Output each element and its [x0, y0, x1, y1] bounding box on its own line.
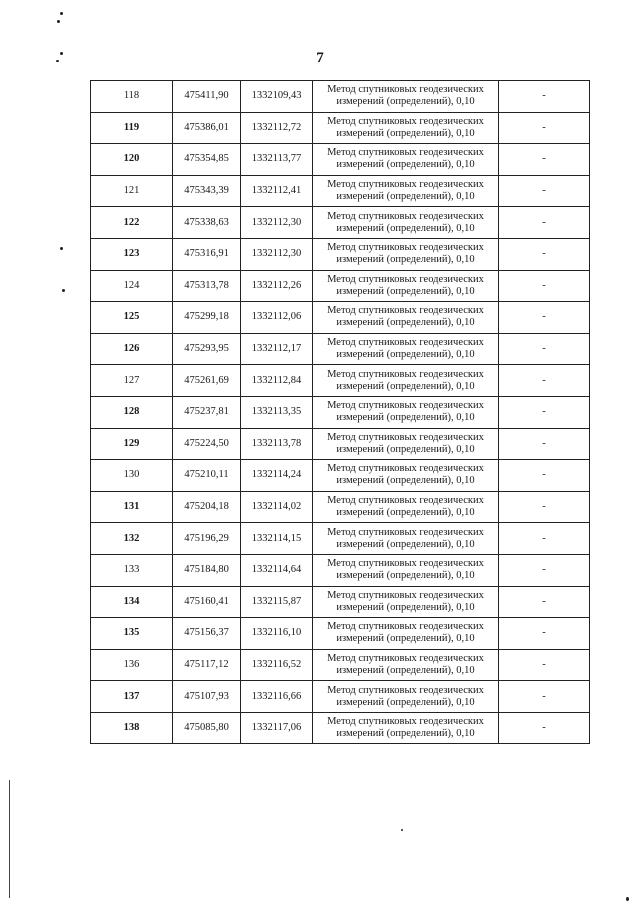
table-row: [91, 396, 590, 428]
y-coordinate-cell: 1332112,17: [241, 333, 313, 365]
method-line-1: Метод спутниковых геодезических: [327, 463, 484, 475]
point-number-cell: 120: [91, 144, 173, 176]
point-number-cell: 122: [91, 207, 173, 239]
table-row: [91, 681, 590, 713]
method-line-2: измерений (определений), 0,10: [336, 380, 475, 392]
method-line-1: Метод спутниковых геодезических: [327, 368, 484, 380]
y-coordinate-cell: 1332117,06: [241, 712, 313, 744]
table-row: [91, 460, 590, 492]
point-number-cell: 133: [91, 554, 173, 586]
point-number-cell: 130: [91, 460, 173, 492]
point-number-cell: 134: [91, 586, 173, 618]
y-coordinate-cell: 1332112,26: [241, 270, 313, 302]
description-cell: -: [499, 81, 590, 113]
point-number-cell: 132: [91, 523, 173, 555]
y-coordinate-cell: 1332109,43: [241, 81, 313, 113]
method-line-2: измерений (определений), 0,10: [336, 475, 475, 487]
table-row: [91, 333, 590, 365]
description-cell: -: [499, 238, 590, 270]
scan-speck: [60, 12, 63, 15]
method-line-1: Метод спутниковых геодезических: [327, 305, 484, 317]
description-cell: -: [499, 207, 590, 239]
point-number-cell: 126: [91, 333, 173, 365]
method-line-2: измерений (определений), 0,10: [336, 507, 475, 519]
table-row: [91, 302, 590, 334]
description-cell: -: [499, 396, 590, 428]
method-cell: [313, 302, 499, 334]
method-line-1: Метод спутниковых геодезических: [327, 179, 484, 191]
scan-speck: [62, 289, 65, 292]
description-cell: -: [499, 460, 590, 492]
x-coordinate-cell: 475343,39: [173, 175, 241, 207]
point-number-cell: 124: [91, 270, 173, 302]
method-cell: [313, 270, 499, 302]
point-number-cell: 119: [91, 112, 173, 144]
scan-edge-line: [9, 780, 10, 898]
x-coordinate-cell: 475354,85: [173, 144, 241, 176]
x-coordinate-cell: 475196,29: [173, 523, 241, 555]
x-coordinate-cell: 475085,80: [173, 712, 241, 744]
point-number-cell: 118: [91, 81, 173, 113]
scan-speck: [56, 60, 59, 62]
x-coordinate-cell: 475184,80: [173, 554, 241, 586]
description-cell: -: [499, 365, 590, 397]
point-number-cell: 128: [91, 396, 173, 428]
x-coordinate-cell: 475160,41: [173, 586, 241, 618]
page-number: 7: [316, 50, 324, 66]
y-coordinate-cell: 1332112,41: [241, 175, 313, 207]
table-row: [91, 428, 590, 460]
coordinates-table: [90, 80, 590, 744]
method-cell: [313, 491, 499, 523]
scan-speck: [626, 897, 629, 901]
point-number-cell: 123: [91, 238, 173, 270]
table-row: [91, 365, 590, 397]
method-line-2: измерений (определений), 0,10: [336, 633, 475, 645]
method-line-1: Метод спутниковых геодезических: [327, 621, 484, 633]
description-cell: -: [499, 175, 590, 207]
method-line-1: Метод спутниковых геодезических: [327, 400, 484, 412]
method-line-1: Метод спутниковых геодезических: [327, 242, 484, 254]
method-line-1: Метод спутниковых геодезических: [327, 337, 484, 349]
y-coordinate-cell: 1332112,06: [241, 302, 313, 334]
method-line-2: измерений (определений), 0,10: [336, 191, 475, 203]
x-coordinate-cell: 475386,01: [173, 112, 241, 144]
y-coordinate-cell: 1332113,35: [241, 396, 313, 428]
table-row: [91, 112, 590, 144]
x-coordinate-cell: 475411,90: [173, 81, 241, 113]
method-cell: [313, 333, 499, 365]
method-cell: [313, 460, 499, 492]
method-cell: [313, 618, 499, 650]
description-cell: -: [499, 270, 590, 302]
point-number-cell: 137: [91, 681, 173, 713]
method-line-1: Метод спутниковых геодезических: [327, 431, 484, 443]
method-cell: [313, 144, 499, 176]
method-line-2: измерений (определений), 0,10: [336, 664, 475, 676]
description-cell: -: [499, 712, 590, 744]
x-coordinate-cell: 475204,18: [173, 491, 241, 523]
y-coordinate-cell: 1332116,10: [241, 618, 313, 650]
scan-speck: [401, 829, 403, 831]
description-cell: -: [499, 554, 590, 586]
table-row: [91, 81, 590, 113]
method-line-2: измерений (определений), 0,10: [336, 443, 475, 455]
y-coordinate-cell: 1332114,02: [241, 491, 313, 523]
x-coordinate-cell: 475316,91: [173, 238, 241, 270]
table-row: [91, 270, 590, 302]
x-coordinate-cell: 475338,63: [173, 207, 241, 239]
method-cell: [313, 238, 499, 270]
description-cell: -: [499, 302, 590, 334]
description-cell: -: [499, 112, 590, 144]
scan-speck: [57, 20, 60, 23]
description-cell: -: [499, 144, 590, 176]
table-row: [91, 712, 590, 744]
method-line-1: Метод спутниковых геодезических: [327, 495, 484, 507]
description-cell: -: [499, 491, 590, 523]
x-coordinate-cell: 475299,18: [173, 302, 241, 334]
y-coordinate-cell: 1332112,30: [241, 207, 313, 239]
x-coordinate-cell: 475117,12: [173, 649, 241, 681]
method-cell: [313, 112, 499, 144]
method-line-1: Метод спутниковых геодезических: [327, 589, 484, 601]
x-coordinate-cell: 475156,37: [173, 618, 241, 650]
method-line-1: Метод спутниковых геодезических: [327, 273, 484, 285]
method-line-2: измерений (определений), 0,10: [336, 285, 475, 297]
y-coordinate-cell: 1332114,64: [241, 554, 313, 586]
y-coordinate-cell: 1332112,72: [241, 112, 313, 144]
x-coordinate-cell: 475261,69: [173, 365, 241, 397]
method-line-1: Метод спутниковых геодезических: [327, 716, 484, 728]
y-coordinate-cell: 1332112,30: [241, 238, 313, 270]
y-coordinate-cell: 1332113,77: [241, 144, 313, 176]
x-coordinate-cell: 475293,95: [173, 333, 241, 365]
x-coordinate-cell: 475237,81: [173, 396, 241, 428]
y-coordinate-cell: 1332112,84: [241, 365, 313, 397]
table-row: [91, 649, 590, 681]
description-cell: -: [499, 649, 590, 681]
table-row: [91, 238, 590, 270]
method-line-2: измерений (определений), 0,10: [336, 412, 475, 424]
point-number-cell: 135: [91, 618, 173, 650]
x-coordinate-cell: 475313,78: [173, 270, 241, 302]
method-line-2: измерений (определений), 0,10: [336, 222, 475, 234]
method-cell: [313, 207, 499, 239]
point-number-cell: 125: [91, 302, 173, 334]
method-line-2: измерений (определений), 0,10: [336, 696, 475, 708]
y-coordinate-cell: 1332116,66: [241, 681, 313, 713]
method-line-2: измерений (определений), 0,10: [336, 538, 475, 550]
method-line-2: измерений (определений), 0,10: [336, 601, 475, 613]
method-line-2: измерений (определений), 0,10: [336, 254, 475, 266]
method-line-1: Метод спутниковых геодезических: [327, 526, 484, 538]
description-cell: -: [499, 333, 590, 365]
description-cell: -: [499, 618, 590, 650]
y-coordinate-cell: 1332114,24: [241, 460, 313, 492]
method-line-1: Метод спутниковых геодезических: [327, 84, 484, 96]
table-row: [91, 523, 590, 555]
method-line-2: измерений (определений), 0,10: [336, 96, 475, 108]
method-cell: [313, 365, 499, 397]
method-cell: [313, 175, 499, 207]
description-cell: -: [499, 586, 590, 618]
point-number-cell: 131: [91, 491, 173, 523]
y-coordinate-cell: 1332116,52: [241, 649, 313, 681]
description-cell: -: [499, 523, 590, 555]
method-line-1: Метод спутниковых геодезических: [327, 684, 484, 696]
method-cell: [313, 554, 499, 586]
method-line-2: измерений (определений), 0,10: [336, 159, 475, 171]
x-coordinate-cell: 475224,50: [173, 428, 241, 460]
method-cell: [313, 681, 499, 713]
method-line-2: измерений (определений), 0,10: [336, 570, 475, 582]
method-cell: [313, 649, 499, 681]
point-number-cell: 129: [91, 428, 173, 460]
table-row: [91, 144, 590, 176]
method-line-2: измерений (определений), 0,10: [336, 317, 475, 329]
method-line-1: Метод спутниковых геодезических: [327, 210, 484, 222]
point-number-cell: 138: [91, 712, 173, 744]
method-line-2: измерений (определений), 0,10: [336, 127, 475, 139]
scan-speck: [60, 247, 63, 250]
table-row: [91, 618, 590, 650]
method-cell: [313, 396, 499, 428]
method-cell: [313, 81, 499, 113]
method-cell: [313, 428, 499, 460]
method-line-2: измерений (определений), 0,10: [336, 349, 475, 361]
y-coordinate-cell: 1332113,78: [241, 428, 313, 460]
table-row: [91, 175, 590, 207]
point-number-cell: 121: [91, 175, 173, 207]
scan-speck: [60, 52, 63, 55]
method-line-2: измерений (определений), 0,10: [336, 728, 475, 740]
description-cell: -: [499, 681, 590, 713]
method-line-1: Метод спутниковых геодезических: [327, 558, 484, 570]
method-cell: [313, 712, 499, 744]
method-line-1: Метод спутниковых геодезических: [327, 115, 484, 127]
description-cell: -: [499, 428, 590, 460]
method-line-1: Метод спутниковых геодезических: [327, 147, 484, 159]
y-coordinate-cell: 1332114,15: [241, 523, 313, 555]
method-cell: [313, 586, 499, 618]
table-row: [91, 491, 590, 523]
table-row: [91, 207, 590, 239]
method-line-1: Метод спутниковых геодезических: [327, 652, 484, 664]
table-row: [91, 554, 590, 586]
table-row: [91, 586, 590, 618]
x-coordinate-cell: 475107,93: [173, 681, 241, 713]
point-number-cell: 136: [91, 649, 173, 681]
x-coordinate-cell: 475210,11: [173, 460, 241, 492]
point-number-cell: 127: [91, 365, 173, 397]
method-cell: [313, 523, 499, 555]
y-coordinate-cell: 1332115,87: [241, 586, 313, 618]
